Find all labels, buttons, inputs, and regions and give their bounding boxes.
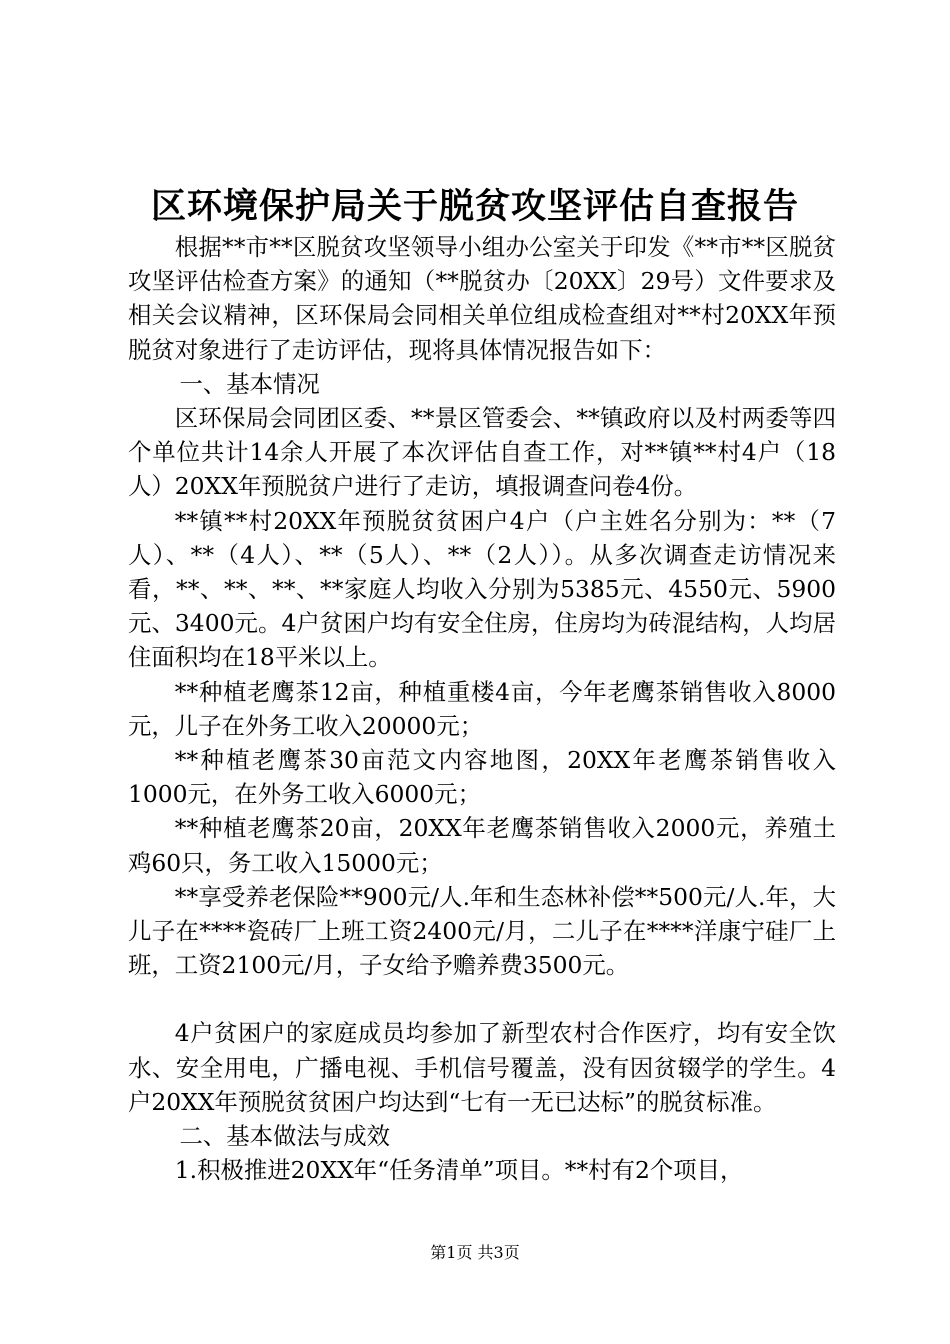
paragraph-household-1: **种植老鹰茶12亩，种植重楼4亩，今年老鹰茶销售收入8000元，儿子在外务工收入20000元；: [128, 677, 836, 740]
section-heading-basic-situation: 一、基本情况: [179, 369, 320, 398]
paragraph-household-3: **种植老鹰茶20亩，20XX年老鹰茶销售收入2000元，养殖土鸡60只，务工收入15000元；: [128, 814, 836, 877]
paragraph-household-overview: **镇**村20XX年预脱贫贫困户4户（户主姓名分别为：**（7人）、**（4人）、**（5人）、**（2人））。从多次调查走访情况来看，**、**、**、**家庭人均收入分别为5385元、4550元、5900元、3400元。4户贫困户均有安全住房，住房均为砖混结构，人均居住面积均在18平米以上。: [128, 506, 836, 672]
paragraph-task-list: 1.积极推进20XX年“任务清单”项目。**村有2个项目，: [174, 1156, 744, 1185]
section-heading-methods: 二、基本做法与成效: [179, 1122, 390, 1151]
page-footer: 第1页 共3页: [430, 1243, 520, 1262]
paragraph-inspection-team: 区环保局会同团区委、**景区管委会、**镇政府以及村两委等四个单位共计14余人开展了本次评估自查工作，对**镇**村4户（18人）20XX年预脱贫户进行了走访，填报调查问卷4份。: [128, 404, 836, 501]
document-body: [128, 230, 836, 1187]
paragraph-household-2: **种植老鹰茶30亩范文内容地图，20XX年老鹰茶销售收入1000元，在外务工收入6000元；: [128, 746, 836, 809]
paragraph-standards-met: 4户贫困户的家庭成员均参加了新型农村合作医疗，均有安全饮水、安全用电，广播电视、手机信号覆盖，没有因贫辍学的学生。4户20XX年预脱贫贫困户均达到“七有一无已达标”的脱贫标准。: [128, 1019, 836, 1116]
paragraph-intro: 根据**市**区脱贫攻坚领导小组办公室关于印发《**市**区脱贫攻坚评估检查方案》的通知（**脱贫办〔20XX〕29号）文件要求及相关会议精神，区环保局会同相关单位组成检查组对**村20XX年预脱贫对象进行了走访评估，现将具体情况报告如下：: [128, 233, 836, 364]
paragraph-household-4: **享受养老保险**900元/人.年和生态林补偿**500元/人.年，大儿子在****瓷砖厂上班工资2400元/月，二儿子在****洋康宁硅厂上班，工资2100元/月，子女给予赡养费3500元。: [128, 882, 836, 980]
document-title: 区环境保护局关于脱贫攻坚评估自查报告: [150, 186, 799, 227]
